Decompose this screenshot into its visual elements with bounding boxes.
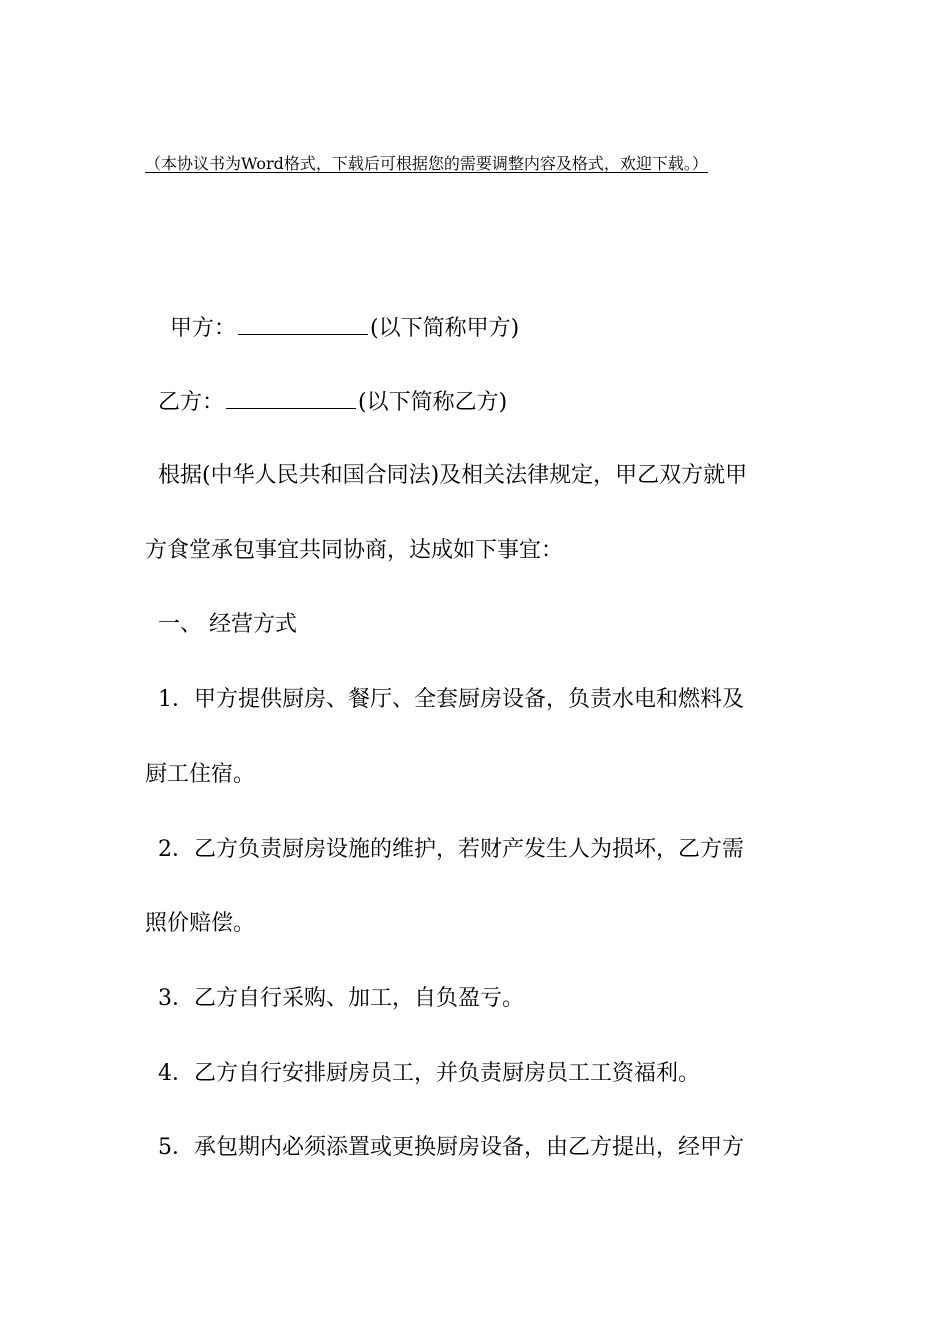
- clause-1-line-1: 1．甲方提供厨房、餐厅、全套厨房设备，负责水电和燃料及: [158, 687, 744, 712]
- clause-5-line-1: 5．承包期内必须添置或更换厨房设备，由乙方提出，经甲方: [158, 1135, 744, 1160]
- clause-2-line-2: 照价赔偿。: [145, 911, 256, 936]
- format-notice: （本协议书为Word格式，下载后可根据您的需要调整内容及格式，欢迎下载。）: [145, 154, 708, 173]
- clause-4: 4．乙方自行安排厨房员工，并负责厨房员工工资福利。: [158, 1061, 700, 1086]
- clause-2-line-1: 2．乙方负责厨房设施的维护，若财产发生人为损坏，乙方需: [158, 837, 744, 862]
- party-b-blank[interactable]: [226, 386, 356, 409]
- party-a-line: [170, 312, 835, 344]
- party-a-label: 甲方：: [170, 316, 237, 341]
- body-line-2: 方食堂承包事宜共同协商，达成如下事宜：: [145, 538, 564, 563]
- clause-1-line-2: 厨工住宿。: [145, 762, 256, 787]
- party-a-suffix: (以下简称甲方): [370, 316, 520, 341]
- party-b-line: [158, 386, 823, 418]
- party-a-blank[interactable]: [238, 312, 368, 335]
- party-b-suffix: (以下简称乙方): [358, 390, 508, 415]
- body-line-1: 根据(中华人民共和国合同法)及相关法律规定，甲乙双方就甲: [158, 463, 748, 488]
- clause-3: 3．乙方自行采购、加工，自负盈亏。: [158, 986, 524, 1011]
- section-heading-1: 一、 经营方式: [158, 612, 297, 637]
- party-b-label: 乙方：: [158, 390, 225, 415]
